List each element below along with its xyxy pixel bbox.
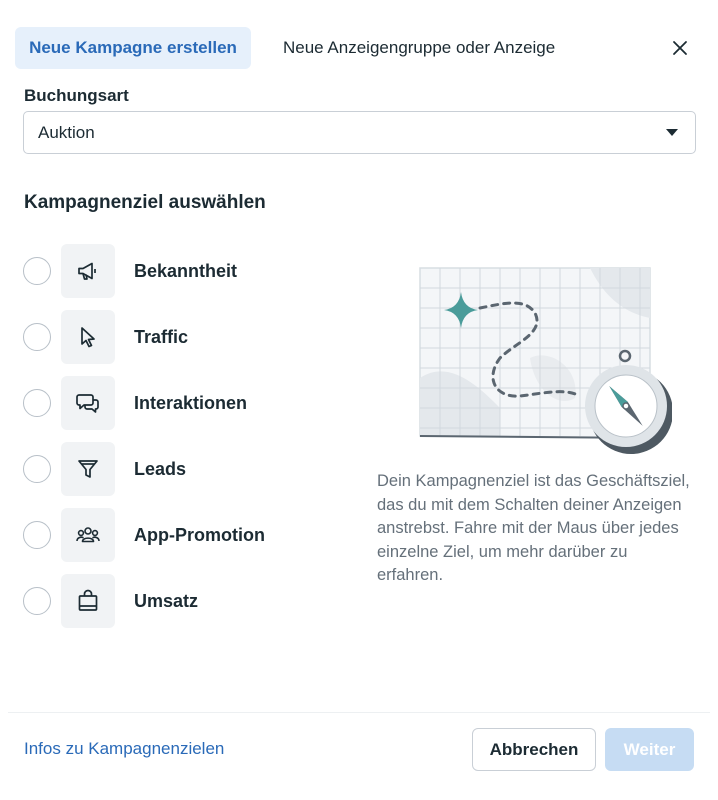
booking-type-select[interactable] <box>23 111 696 154</box>
radio-button[interactable] <box>23 257 51 285</box>
chat-bubbles-icon <box>75 391 101 415</box>
objective-traffic[interactable] <box>23 304 353 370</box>
close-icon <box>672 40 688 56</box>
objective-description: Dein Kampagnenziel ist das Geschäftsziel, das du mit dem Schalten deiner Anzeigen anstrebst. Fahre mit der Maus über jedes einzelne Ziel, um mehr darüber zu erfahren. <box>377 472 690 584</box>
radio-button[interactable] <box>23 323 51 351</box>
objective-label: Leads <box>134 458 187 479</box>
radio-button[interactable] <box>23 587 51 615</box>
objective-sales[interactable] <box>23 568 353 634</box>
booking-type-value: Auktion <box>38 122 95 142</box>
tab-new-campaign[interactable]: Neue Kampagne erstellen <box>15 27 251 69</box>
objective-label: Interaktionen <box>134 392 248 413</box>
objective-section-title: Kampagnenziel auswählen <box>24 192 266 213</box>
objective-list <box>23 238 353 634</box>
objective-leads[interactable] <box>23 436 353 502</box>
people-icon <box>75 523 101 547</box>
objective-label: Traffic <box>134 326 189 347</box>
tab-bar <box>15 27 703 69</box>
next-button[interactable]: Weiter <box>605 728 694 771</box>
close-button[interactable] <box>668 36 692 60</box>
cursor-icon <box>76 325 100 349</box>
objective-awareness[interactable] <box>23 238 353 304</box>
caret-down-icon <box>666 129 678 136</box>
booking-type-label: Buchungsart <box>24 86 129 105</box>
footer-divider <box>8 712 710 713</box>
cancel-button[interactable]: Abbrechen <box>472 728 596 771</box>
tab-new-adset-or-ad[interactable]: Neue Anzeigengruppe oder Anzeige <box>283 38 556 57</box>
radio-button[interactable] <box>23 521 51 549</box>
objective-label: App-Promotion <box>134 524 265 545</box>
objective-engagement[interactable] <box>23 370 353 436</box>
objective-label: Umsatz <box>134 590 199 611</box>
filter-icon <box>76 457 100 481</box>
map-compass-illustration <box>410 258 672 458</box>
objective-app-promotion[interactable] <box>23 502 353 568</box>
megaphone-icon <box>76 259 100 283</box>
radio-button[interactable] <box>23 389 51 417</box>
objective-label: Bekanntheit <box>134 260 238 281</box>
radio-button[interactable] <box>23 455 51 483</box>
campaign-objectives-info-link[interactable]: Infos zu Kampagnenzielen <box>24 739 225 758</box>
shopping-bag-icon <box>76 589 100 613</box>
